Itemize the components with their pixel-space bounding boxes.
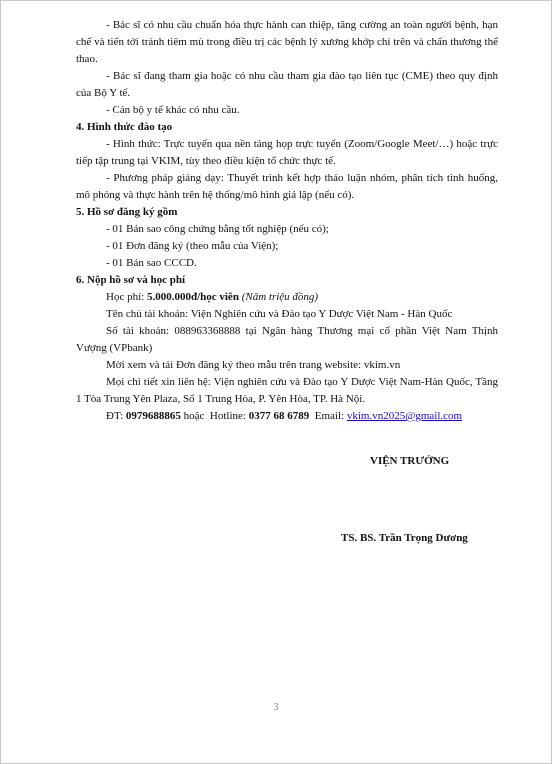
email-link[interactable]: vkim.vn2025@gmail.com [346,410,463,422]
audience-item: - Bác sĩ đang tham gia hoặc có nhu cầu tham gia đào tạo liên tục (CME) theo quy định của Bộ Y tế. [76,70,498,99]
phone-number: 0979688865 [125,410,181,422]
fee-words: (Năm triệu đồng) [241,291,319,303]
audience-item: - Bác sĩ có nhu cầu chuẩn hóa thực hành can thiệp, tăng cường an toàn người bệnh, hạn chế và tiến tới tránh tiêm mù trong điều trị các bệnh lý xương khớp chi trên và chấn thương thể thao. [76,19,498,65]
tuition-fee-line [76,289,498,306]
contact-address: Mọi chi tiết xin liên hệ: Viện nghiên cứu và Đào tạo Y Dược Việt Nam-Hàn Quốc, Tầng 1 Tòa Trung Yên Plaza, Số 1 Trung Hòa, P. Yên Hòa, TP. Hà Nội. [76,376,498,405]
training-format-item: - Hình thức: Trực tuyến qua nền tảng họp trực tuyến (Zoom/Google Meet/…) hoặc trực tiếp tập trung tại VKIM, tùy theo điều kiện tổ chức thực tế. [76,138,498,167]
account-name-line: Tên chủ tài khoản: Viện Nghiên cứu và Đào tạo Y Dược Việt Nam - Hàn Quốc [106,308,453,320]
section-heading-training-format: 4. Hình thức đào tạo [76,121,173,133]
fee-amount: 5.000.000đ/học viên [146,291,239,303]
page-number: 3 [273,702,279,713]
training-method-item: - Phương pháp giảng dạy: Thuyết trình kết hợp thảo luận nhóm, phân tích tình huống, mô phỏng và thực hành trên hệ thống/mô hình giả lập (nếu có). [76,172,498,201]
registration-form-note: Mời xem và tải Đơn đăng ký theo mẫu trên trang website: vkim.vn [106,359,401,371]
document-body [76,0,498,425]
account-number-line: Số tài khoản: 088963368888 tại Ngân hàng Thương mại cổ phần Việt Nam Thịnh Vượng (VPbank) [76,325,498,354]
signature-name: TS. BS. Trần Trọng Dương [341,532,468,544]
document-item: - 01 Đơn đăng ký (theo mẫu của Viện); [106,240,279,252]
document-item: - 01 Bản sao công chứng bằng tốt nghiệp (nếu có); [106,223,329,235]
phone-label: ĐT: [106,410,126,422]
signature-title: VIỆN TRƯỞNG [370,455,450,467]
hotline-number: 0377 68 6789 [248,410,310,422]
document-item: - 01 Bản sao CCCD. [106,257,197,269]
hotline-label: hoặc Hotline: [180,410,249,422]
section-heading-fees: 6. Nộp hồ sơ và học phí [76,274,186,286]
section-heading-documents: 5. Hồ sơ đăng ký gồm [76,206,178,218]
audience-item: - Cán bộ y tế khác có nhu cầu. [106,104,240,116]
fee-label: Học phí: [106,291,147,303]
contact-line [76,408,498,425]
email-label: Email: [309,410,347,422]
